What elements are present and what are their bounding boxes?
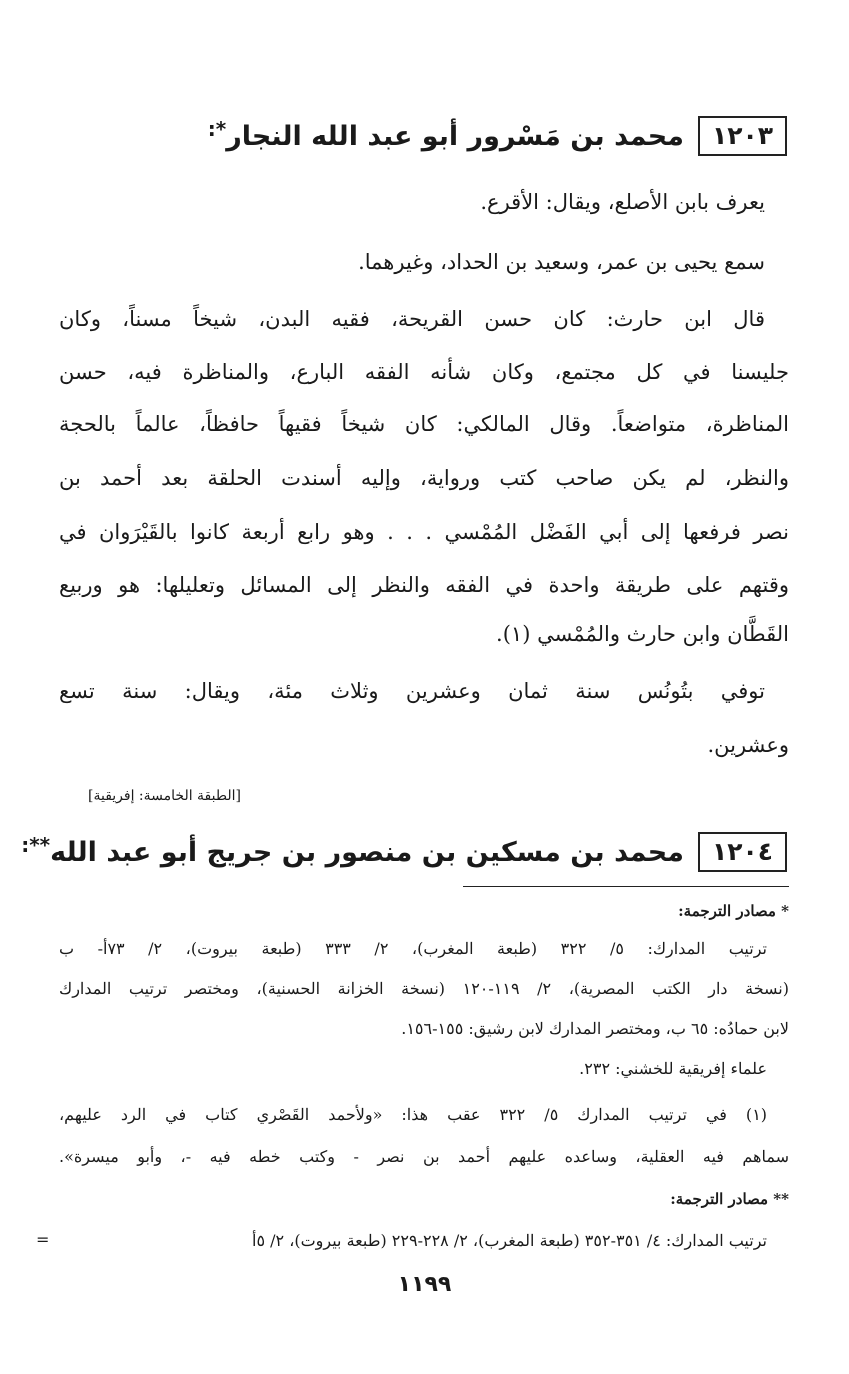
body-line: القَطَّان وابن حارث والمُمْسي (١). [496,622,789,646]
footnote-sources-heading: * مصادر الترجمة: [678,902,789,920]
page-number: ١١٩٩ [397,1272,452,1297]
entry-title-text: محمد بن مَسْرور أبو عبد الله النجار [226,120,684,152]
body-line: توفي بتُونُس سنة ثمان وعشرين وثلاث مئة، ويقال: سنة تسع [59,679,765,703]
section-label: [الطبقة الخامسة: إفريقية] [88,788,241,804]
footnote-mark: **: [21,832,51,857]
entry-title [207,116,684,152]
entry-number-box: ١٢٠٣ [698,116,787,156]
footnote-line: (نسخة دار الكتب المصرية)، ٢/ ١١٩-١٢٠ (نسخة الخزانة الحسنية)، ومختصر ترتيب المدارك [59,979,789,998]
footnote-line: (١) في ترتيب المدارك ٥/ ٣٢٢ عقب هذا: «ولأحمد القَصْري كتاب في الرد عليهم، [59,1105,768,1124]
body-line: وعشرين. [707,733,789,757]
body-line: يعرف بابن الأصلع، ويقال: الأقرع. [480,190,765,214]
footnote-line: ترتيب المدارك: ٥/ ٣٢٢ (طبعة المغرب)، ٢/ ٣٣٣ (طبعة بيروت)، ٢/ ٧٣أ- ب [59,939,767,958]
footnote-line: سماهم فيه العقلية، وساعده عليهم أحمد بن نصر - وكتب خطه فيه -، وأبو ميسرة». [59,1147,789,1166]
footnote-line: علماء إفريقية للخشني: ٢٣٢. [579,1059,767,1078]
body-line: جليسنا في كل مجتمع، وكان شأنه الفقه البارع، والمناظرة فيه، حسن [59,360,789,384]
body-line: نصر فرفعها إلى أبي الفَضْل المُمْسي . . . وهو رابع أربعة كانوا بالقَيْرَوان في [59,520,789,544]
footnote-sources-heading: ** مصادر الترجمة: [670,1190,789,1208]
entry-title-text: محمد بن مسكين بن منصور بن جريج أبو عبد الله [50,836,684,868]
body-line: سمع يحيى بن عمر، وسعيد بن الحداد، وغيرهما. [358,250,765,274]
entry-1203-heading [208,116,787,156]
footnote-separator [463,886,789,887]
body-line: والنظر، لم يكن صاحب كتب ورواية، وإليه أسندت الحلقة بعد أحمد بن [59,466,789,490]
footnote-line: لابن حمادُه: ٦٥ ب، ومختصر المدارك لابن رشيق: ١٥٥-١٥٦. [401,1019,789,1038]
entry-1204-heading [21,832,787,872]
body-line: قال ابن حارث: كان حسن القريحة، فقيه البدن، شيخاً مسناً، وكان [59,307,765,331]
entry-title [21,832,684,868]
footnote-mark: *: [207,116,227,141]
body-line: وقتهم على طريقة واحدة في الفقه والنظر إلى المسائل وتعليلها: هو وربيع [59,573,789,597]
footnote-line: ترتيب المدارك: ٤/ ٣٥١-٣٥٢ (طبعة المغرب)، ٢/ ٢٢٨-٢٢٩ (طبعة بيروت)، ٢/ ٥أ [251,1231,767,1250]
body-line: المناظرة، متواضعاً. وقال المالكي: كان شيخاً فقيهاً حافظاً، عالماً بالحجة [59,412,789,436]
continuation-mark: = [36,1230,50,1249]
entry-number-box: ١٢٠٤ [698,832,787,872]
